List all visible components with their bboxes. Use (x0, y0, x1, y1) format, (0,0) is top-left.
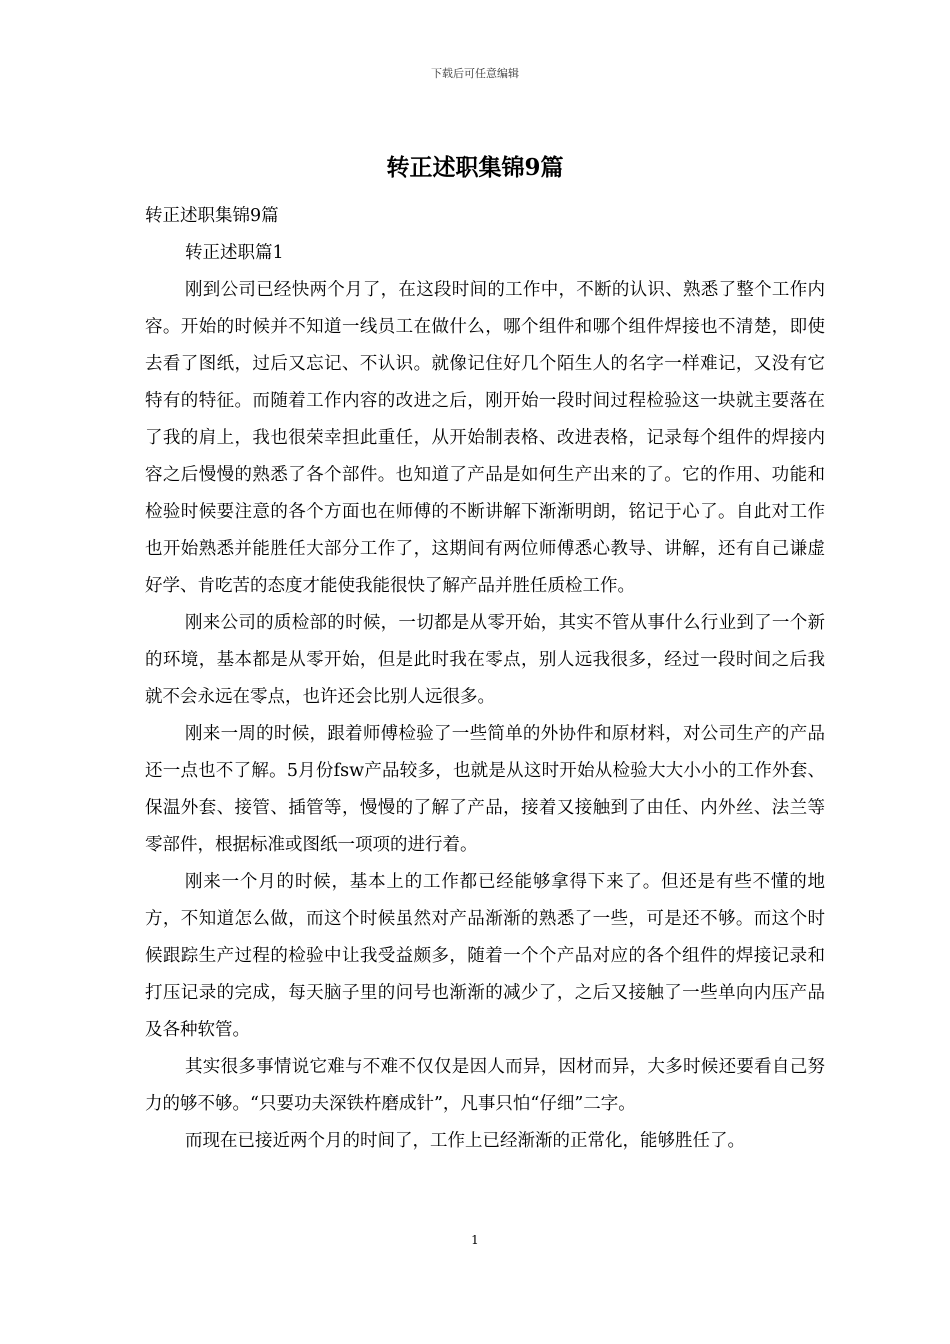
paragraph-3: 刚来一周的时候，跟着师傅检验了一些简单的外协件和原材料，对公司生产的产品还一点也不了解。5月份fsw产品较多，也就是从这时开始从检验大大小小的工作外套、保温外套、接管、插管等，慢慢的了解了产品，接着又接触到了由任、内外丝、法兰等零部件，根据标准或图纸一项项的进行着。 (145, 724, 825, 855)
paragraph-2: 刚来公司的质检部的时候，一切都是从零开始，其实不管从事什么行业到了一个新的环境，基本都是从零开始，但是此时我在零点，别人远我很多，经过一段时间之后我就不会永远在零点，也许还会比别人远很多。 (145, 613, 825, 707)
paragraph-6: 而现在已接近两个月的时间了，工作上已经渐渐的正常化，能够胜任了。 (185, 1131, 745, 1151)
page-number: 1 (471, 1233, 479, 1247)
paragraph-1: 刚到公司已经快两个月了，在这段时间的工作中，不断的认识、熟悉了整个工作内容。开始的时候并不知道一线员工在做什么，哪个组件和哪个组件焊接也不清楚，即使去看了图纸，过后又忘记、不认识。就像记住好几个陌生人的名字一样难记，又没有它特有的特征。而随着工作内容的改进之后，刚开始一段时间过程检验这一块就主要落在了我的肩上，我也很荣幸担此重任，从开始制表格、改进表格，记录每个组件的焊接内容之后慢慢的熟悉了各个部件。也知道了产品是如何生产出来的了。它的作用、功能和检验时候要注意的各个方面也在师傅的不断讲解下渐渐明朗，铭记于心了。自此对工作也开始熟悉并能胜任大部分工作了，这期间有两位师傅悉心教导、讲解，还有自己谦虚好学、肯吃苦的态度才能使我能很快了解产品并胜任质检工作。 (145, 280, 825, 596)
document-title: 转正述职集锦9篇 (386, 154, 564, 181)
document-subtitle: 转正述职集锦9篇 (145, 206, 279, 226)
document-body (145, 198, 825, 1160)
paragraph-5: 其实很多事情说它难与不难不仅仅是因人而异，因材而异，大多时候还要看自己努力的够不够。“只要功夫深铁杵磨成针”，凡事只怕“仔细”二字。 (145, 1057, 825, 1114)
page-header-note: 下载后可任意编辑 (431, 67, 519, 80)
paragraph-4: 刚来一个月的时候，基本上的工作都已经能够拿得下来了。但还是有些不懂的地方，不知道怎么做，而这个时候虽然对产品渐渐的熟悉了一些，可是还不够。而这个时候跟踪生产过程的检验中让我受益颇多，随着一个个产品对应的各个组件的焊接记录和打压记录的完成，每天脑子里的问号也渐渐的减少了，之后又接触了一些单向内压产品及各种软管。 (145, 872, 825, 1040)
section-heading: 转正述职篇1 (185, 243, 284, 263)
